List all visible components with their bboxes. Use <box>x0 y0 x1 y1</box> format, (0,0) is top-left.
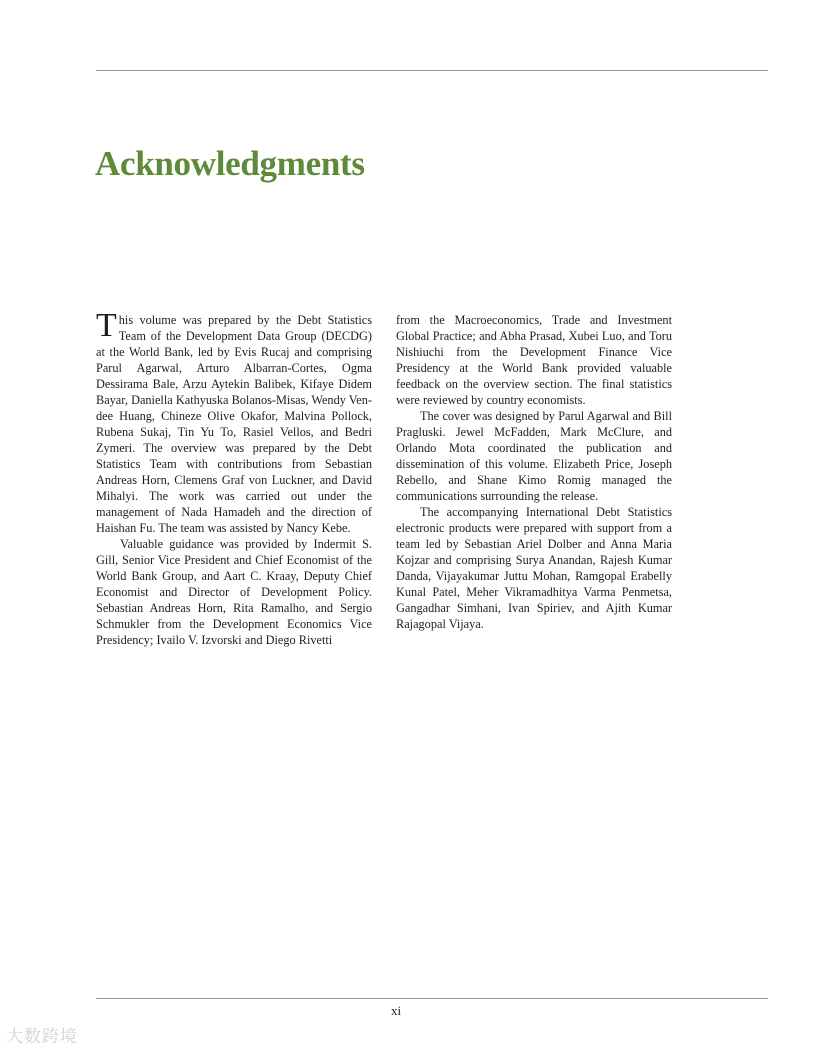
left-column <box>96 307 372 648</box>
right-column <box>396 312 672 632</box>
page-number: xi <box>390 1003 402 1018</box>
paragraph-intro-text: his volume was prepared by the Debt Statistics Team of the Development Data Group (DECDG) at the World Bank, led by Evis Rucaj and comprising Parul Agarwal, Arturo Albarran-Cortes, Ogma Dessirama Bale, Arzu Aytekin Balibek, Kifaye Didem Bayar, Daniella Kathyuska Bolanos-Misas, Wendy Ven-dee Huang, Chineze Olive Okafor, Malvina Pollock, Rubena Sukaj, Tin Yu To, Rasiel Vellos, and Bedri Zymeri. The overview was prepared by the Debt Statistics Team with contributions from Sebastian Andreas Horn, Clemens Graf von Luckner, and David Mihalyi. The work was carried out under the management of Nada Hamadeh and the direction of Haishan Fu. The team was assisted by Nancy Kebe. <box>96 313 372 535</box>
watermark: 大数跨境 <box>6 1027 78 1047</box>
paragraph-intro <box>96 307 372 536</box>
paragraph-guidance: Valuable guidance was provided by Indermit S. Gill, Senior Vice President and Chief Economist of the World Bank Group, and Aart C. Kraay, Deputy Chief Economist and Director of Development Policy. Sebastian Andreas Horn, Rita Ramalho, and Sergio Schmukler from the Development Economics Vice Presidency; Ivailo V. Izvorski and Diego Rivetti <box>96 537 372 647</box>
page-title: Acknowledgments <box>95 144 365 183</box>
paragraph-cover: The cover was designed by Parul Agarwal and Bill Pragluski. Jewel McFadden, Mark McClure, and Orlando Mota coordinated the publication and dissemination of this volume. Elizabeth Price, Joseph Rebello, and Shane Kimo Romig managed the communications surrounding the release. <box>396 409 672 503</box>
paragraph-guidance-continued: from the Macroeconomics, Trade and Investment Global Practice; and Abha Prasad, Xubei Luo, and Toru Nishiuchi from the Development Finance Vice Presidency at the World Bank provided valuable feedback on the overview section. The final statistics were reviewed by country economists. <box>396 313 672 407</box>
paragraph-electronic-products: The accompanying International Debt Statistics electronic products were prepared with support from a team led by Sebastian Ariel Dolber and Anna Maria Kojzar and comprising Surya Anandan, Rajesh Kumar Danda, Vijayakumar Juttu Mohan, Ramgopal Erabelly Kunal Patel, Meher Vikramadhitya Varma Penmetsa, Gangadhar Simhani, Ivan Spiriev, and Ajith Kumar Rajagopal Vijaya. <box>396 505 672 631</box>
header-rule <box>96 70 768 71</box>
drop-cap: T <box>96 307 117 344</box>
footer-rule <box>96 998 768 999</box>
